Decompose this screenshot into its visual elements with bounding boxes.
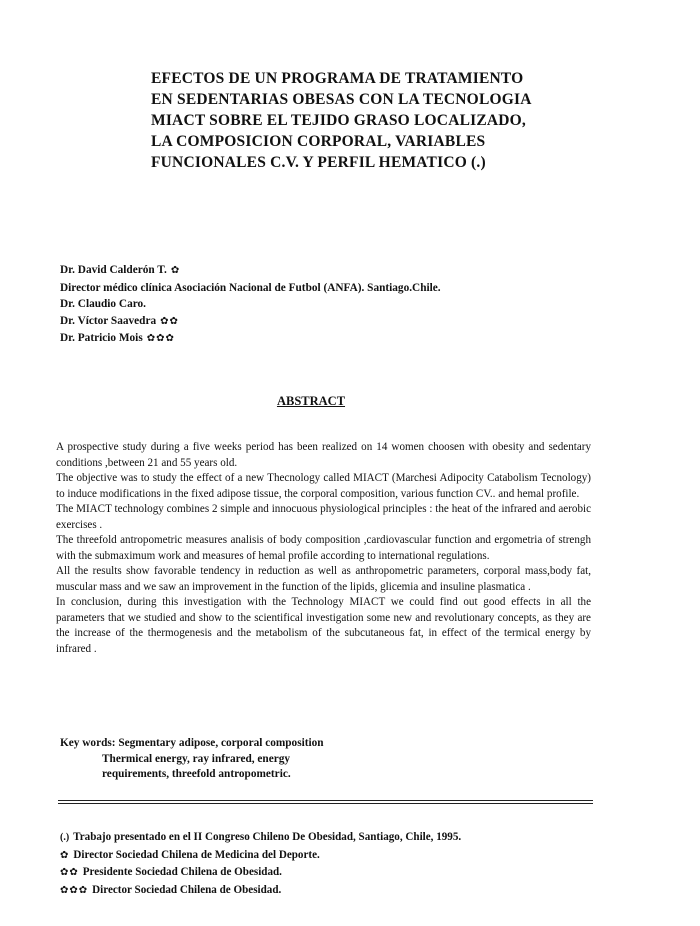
author-line: [60, 313, 441, 331]
author-name: Dr. Víctor Saavedra: [60, 314, 157, 327]
keywords-line: Thermical energy, ray infrared, energy: [102, 752, 291, 765]
affiliation-mark: ✿✿: [160, 315, 179, 327]
affiliation-mark: ✿: [170, 265, 181, 276]
abstract-paragraph: A prospective study during a five weeks period has been realized on 14 women choosen with obesity and sedentary conditions ,between 21 and 55 years old.: [56, 441, 591, 469]
keywords-line: requirements, threefold antropometric.: [102, 768, 291, 780]
footnote-divider: [58, 800, 593, 804]
title-line: EFECTOS DE UN PROGRAMA DE TRATAMIENTO: [151, 70, 524, 87]
footnote-text: Director Sociedad Chilena de Medicina del Deporte.: [73, 848, 320, 861]
footnote-mark: ✿✿: [60, 867, 79, 878]
author-list: [60, 262, 441, 348]
author-line: [60, 280, 441, 297]
title-line: LA COMPOSICION CORPORAL, VARIABLES: [151, 133, 486, 150]
title-line: MIACT SOBRE EL TEJIDO GRASO LOCALIZADO,: [151, 112, 527, 129]
abstract-paragraph: The MIACT technology combines 2 simple and innocuous physiological principles : the heat of the infrared and aerobic exercises .: [56, 503, 591, 531]
footnote: [60, 864, 461, 882]
footnote-mark: ✿✿✿: [60, 884, 89, 896]
abstract-paragraph: All the results show favorable tendency in reduction as well as anthropometric parameters, corporal mass,body fat, muscular mass and we saw an improvement in the function of the lipids, glicemia and insuline plasmatica .: [56, 565, 591, 593]
footnote-text: Presidente Sociedad Chilena de Obesidad.: [82, 866, 282, 878]
author-name: Dr. David Calderón T.: [60, 264, 167, 276]
author-line: [60, 262, 441, 280]
footnote-text: Trabajo presentado en el II Congreso Chileno De Obesidad, Santiago, Chile, 1995.: [73, 831, 462, 843]
paper-title: [151, 68, 621, 173]
abstract-paragraph: The objective was to study the effect of a new Thecnology called MIACT (Marchesi Adipocity Catabolism Tecnology) to induce modifications in the fixed adipose tissue, the corporal composition, various function CV.. and hemal profile.: [56, 472, 591, 500]
footnote-mark: ✿: [60, 849, 70, 861]
footnote-text: Director Sociedad Chilena de Obesidad.: [92, 883, 282, 896]
abstract-paragraph: The threefold antropometric measures analisis of body composition ,cardiovascular function and ergometria of strengh with the submaximum work and measures of hemal profile according to international regulations.: [56, 534, 591, 562]
author-affiliation: Director médico clínica Asociación Nacional de Futbol (ANFA). Santiago.Chile.: [60, 281, 441, 294]
footnotes: [60, 829, 461, 899]
author-line: [60, 330, 441, 348]
author-name: Dr. Patricio Mois: [60, 332, 143, 344]
footnote: [60, 847, 461, 865]
footnote-mark: (.): [60, 832, 70, 843]
abstract-heading: ABSTRACT: [276, 394, 346, 408]
affiliation-mark: ✿✿✿: [146, 333, 175, 344]
keywords-block: [60, 736, 324, 783]
abstract-body: [56, 440, 591, 657]
footnote: [60, 829, 461, 847]
abstract-paragraph: In conclusion, during this investigation with the Technology MIACT we could find out good effects in all the parameters that we studied and show to the scientifical investigation some new and revolutionary concepts, as they are the increase of the thermogenesis and the metabolism of the subcutaneous fat, in effect of the termical energy by infrared .: [56, 596, 591, 655]
author-line: [60, 296, 441, 313]
title-line: EN SEDENTARIAS OBESAS CON LA TECNOLOGIA: [151, 91, 532, 108]
footnote: [60, 882, 461, 900]
keywords-line: Key words: Segmentary adipose, corporal composition: [60, 737, 324, 749]
author-name: Dr. Claudio Caro.: [60, 298, 146, 310]
title-line: FUNCIONALES C.V. Y PERFIL HEMATICO (.): [151, 154, 486, 171]
